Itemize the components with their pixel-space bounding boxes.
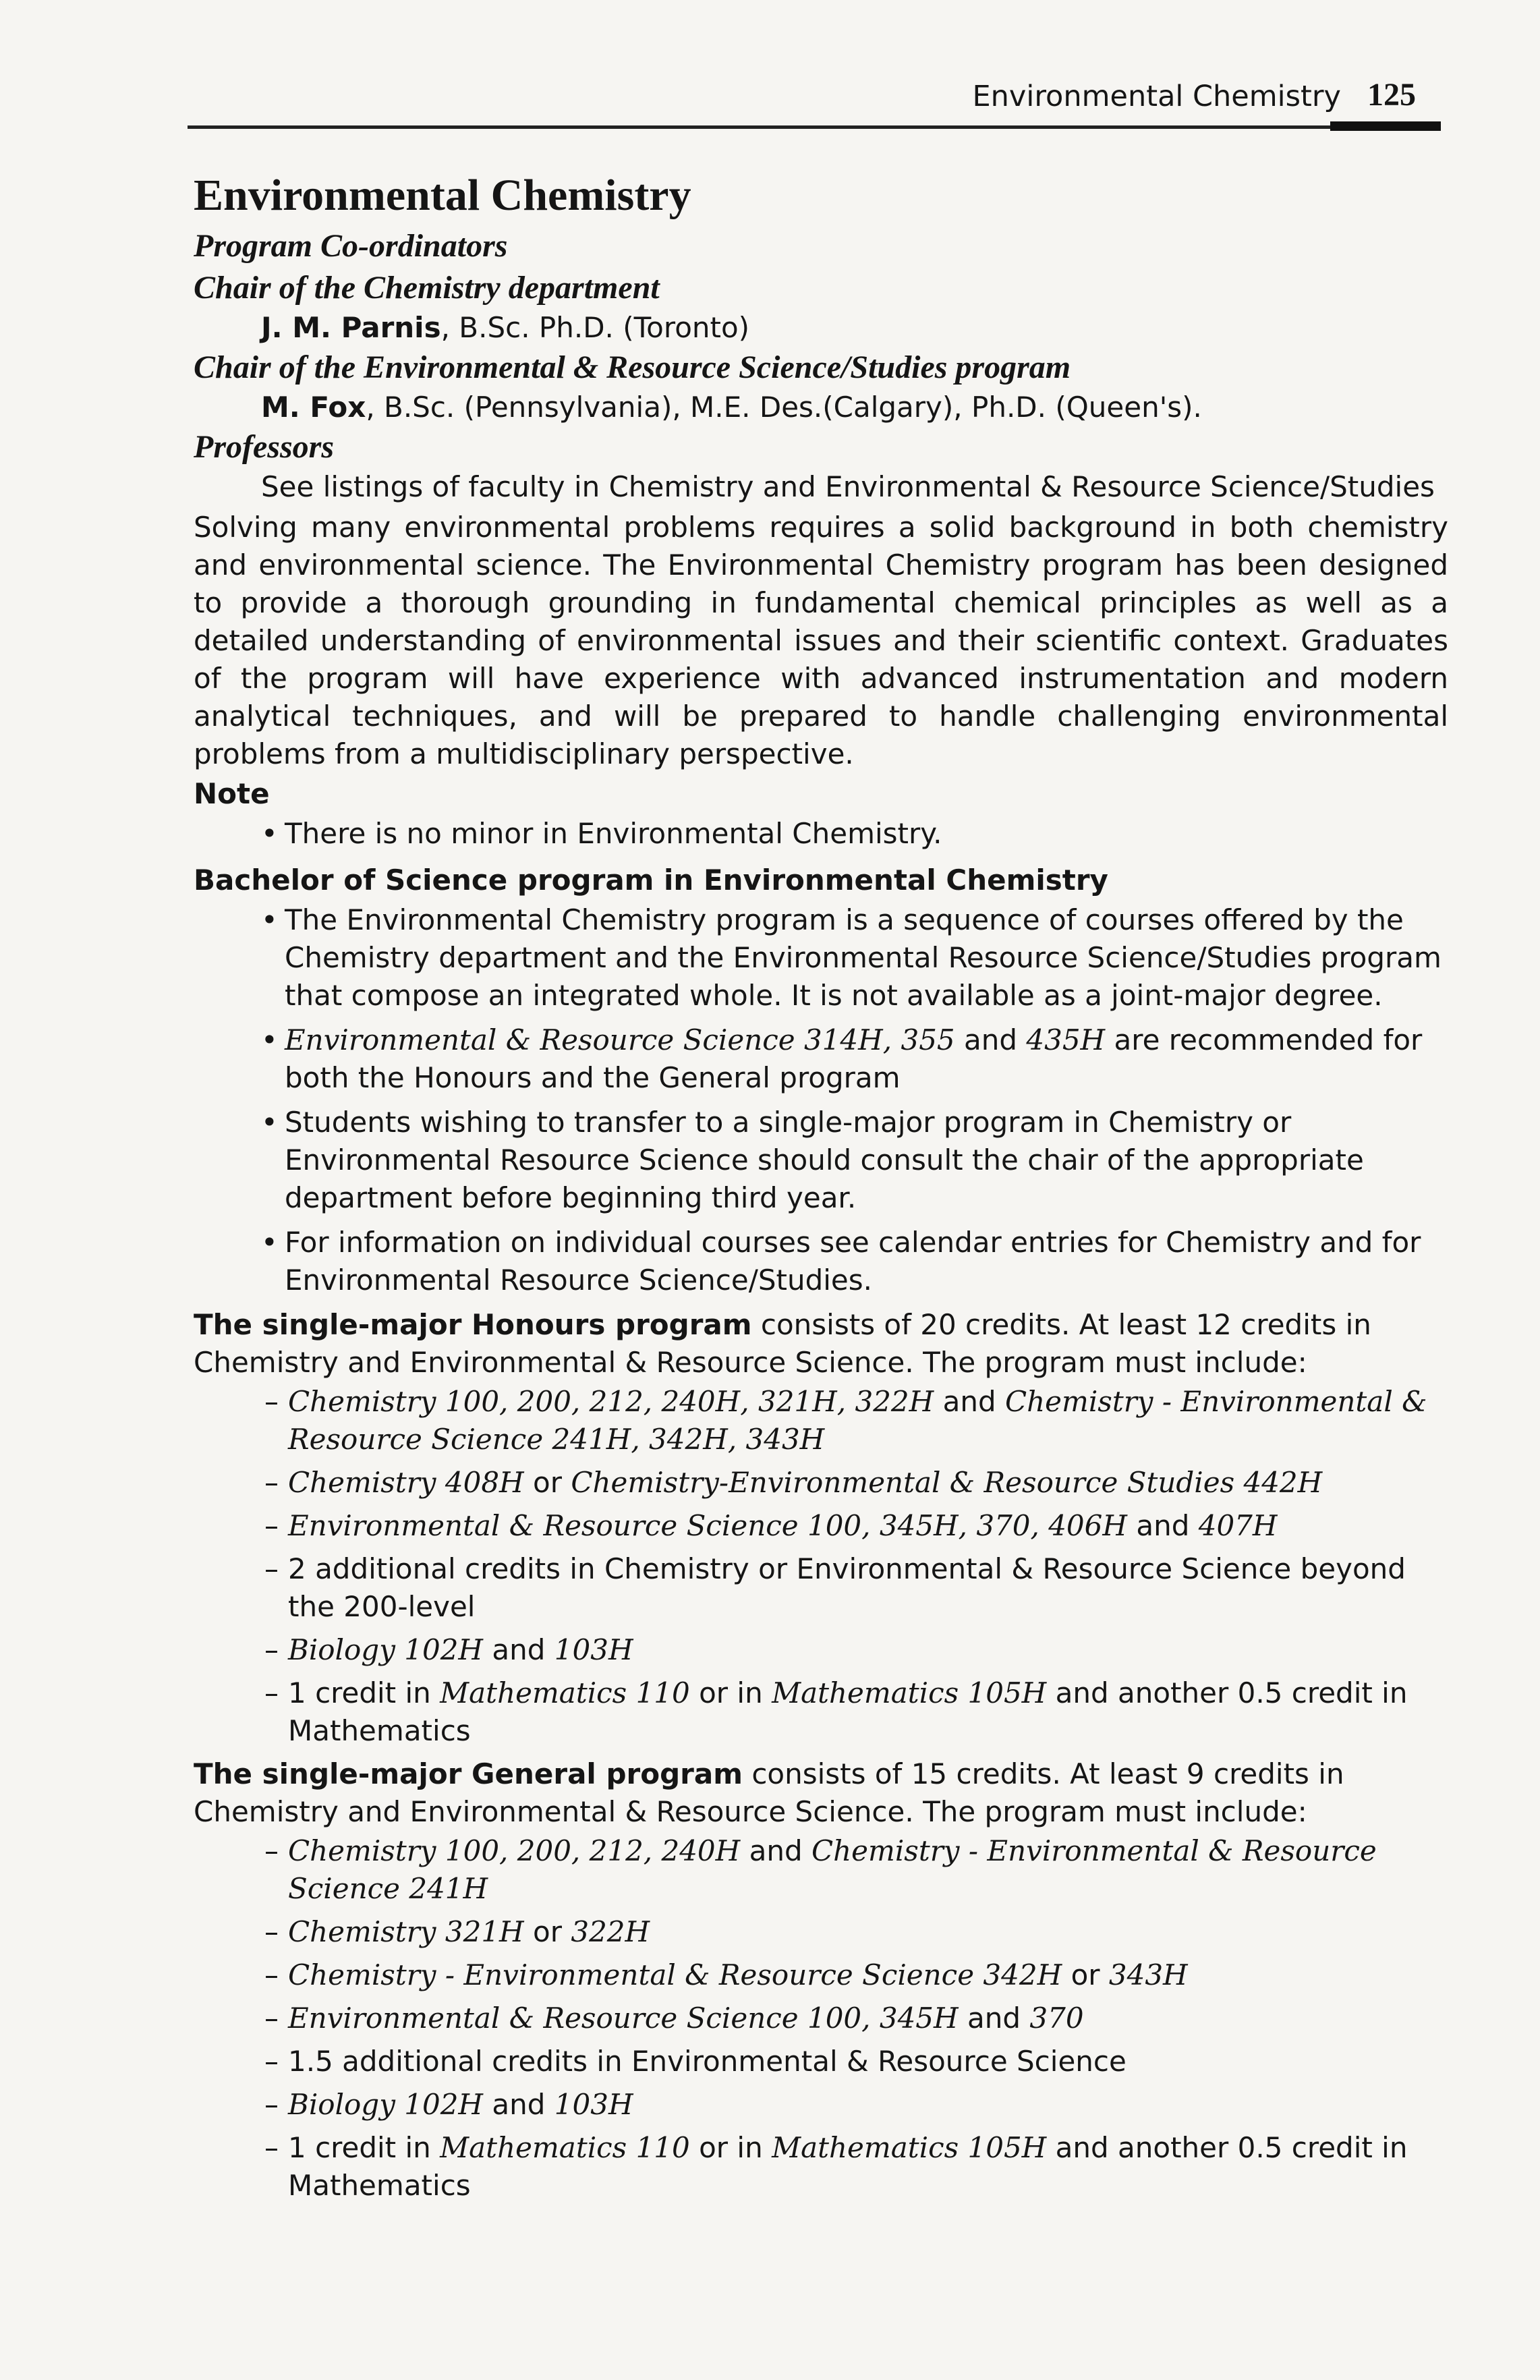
chair-chemistry-name: J. M. Parnis <box>261 311 441 344</box>
requirement-item <box>194 2129 1448 2205</box>
connector-text: and <box>1127 1509 1199 1542</box>
bullet-glyph: • <box>261 1106 278 1139</box>
course-ref: 103H <box>554 2088 633 2121</box>
course-ref: Environmental & Resource Science 100, 345H, 370, 406H <box>288 1509 1128 1542</box>
course-ref: Chemistry-Environmental & Resource Studies 442H <box>571 1466 1323 1499</box>
dash-glyph: – <box>264 1385 279 1418</box>
requirement-text: 2 additional credits in Chemistry or Environmental & Resource Science beyond the 200-level <box>288 1552 1406 1623</box>
page-title: Environmental Chemistry <box>194 171 691 220</box>
bullet-glyph: • <box>261 1023 278 1056</box>
dash-glyph: – <box>264 1834 279 1867</box>
requirement-item <box>194 2043 1448 2080</box>
course-ref: Chemistry 321H <box>288 1915 524 1948</box>
requirement-item <box>194 1507 1448 1545</box>
bullet-glyph: • <box>261 817 278 850</box>
page-header <box>0 73 1540 120</box>
dash-glyph: – <box>264 1509 279 1542</box>
dash-glyph: – <box>264 1958 279 1991</box>
course-ref: Mathematics 110 <box>440 2131 690 2164</box>
requirement-item <box>194 1956 1448 1994</box>
bsc-item <box>194 1224 1448 1299</box>
header-rule <box>188 125 1441 129</box>
bsc-item-text: Students wishing to transfer to a single-major program in Chemistry or Environmental Resource Science should consult the chair of the appropriate department before beginning third year. <box>285 1106 1364 1214</box>
bsc-item <box>194 901 1448 1015</box>
course-ref: Chemistry 100, 200, 212, 240H <box>288 1834 741 1867</box>
connector-text: or <box>523 1466 571 1499</box>
dash-glyph: – <box>264 2002 279 2035</box>
professors-text: See listings of faculty in Chemistry and Environmental & Resource Science/Studies <box>261 470 1435 503</box>
connector-text: or <box>523 1915 571 1948</box>
requirement-item <box>194 2000 1448 2037</box>
bsc-list <box>194 901 1448 1299</box>
honours-intro <box>194 1306 1448 1382</box>
bsc-item-text: The Environmental Chemistry program is a sequence of courses offered by the Chemistry department and the Environmental Resource Science/Studies program that compose an integrated whole. It is not available as a joint-major degree. <box>285 903 1442 1012</box>
note-heading: Note <box>194 777 270 810</box>
connector-text: or in <box>689 1676 772 1709</box>
bsc-heading: Bachelor of Science program in Environmental Chemistry <box>194 863 1108 897</box>
connector-text: and <box>958 2002 1030 2035</box>
course-ref: 103H <box>554 1633 633 1666</box>
course-ref: 322H <box>571 1915 650 1948</box>
connector-text: and <box>954 1023 1027 1056</box>
course-ref: Chemistry - Environmental & Resource Science 342H <box>288 1958 1062 1991</box>
professors-heading: Professors <box>194 429 335 465</box>
requirement-item <box>194 1832 1448 1908</box>
chair-environmental-line <box>194 389 1448 426</box>
coordinators-heading: Program Co-ordinators <box>194 228 508 264</box>
bsc-item <box>194 1104 1448 1217</box>
requirement-item <box>194 1631 1448 1669</box>
chair-chemistry-heading: Chair of the Chemistry department <box>194 270 660 306</box>
bsc-item-text: For information on individual courses see calendar entries for Chemistry and for Environmental Resource Science/Studies. <box>285 1226 1421 1297</box>
honours-requirements <box>194 1383 1448 1750</box>
course-ref: Biology 102H <box>288 2088 484 2121</box>
requirement-item <box>194 1383 1448 1458</box>
course-ref: Environmental & Resource Science 100, 345H <box>288 2002 959 2035</box>
intro-paragraph: Solving many environmental problems requires a solid background in both chemistry and environmental science. The Environmental Chemistry program has been designed to provide a thorough grounding in fundamental chemical principles as well as a detailed understanding of environmental issues and their scientific context. Graduates of the program will have experience with advanced instrumentation and modern analytical techniques, and will be prepared to handle challenging environmental problems from a multidisciplinary perspective. <box>194 511 1448 770</box>
dash-glyph: – <box>264 1676 279 1709</box>
course-ref: Environmental & Resource Science 314H, 355 <box>285 1023 955 1056</box>
bsc-item <box>194 1021 1448 1097</box>
requirement-text: and another 0.5 credit in Mathematics <box>288 2131 1408 2202</box>
chair-environmental-heading: Chair of the Environmental & Resource Science/Studies program <box>194 349 1071 385</box>
dash-glyph: – <box>264 1552 279 1585</box>
general-requirements <box>194 1832 1448 2205</box>
chair-chemistry-degrees: , B.Sc. Ph.D. (Toronto) <box>440 311 750 344</box>
course-ref: Chemistry - Environmental & Resource Science 241H, 342H, 343H <box>288 1385 1427 1456</box>
general-lead: The single-major General program <box>194 1757 743 1790</box>
requirement-item <box>194 1550 1448 1626</box>
dash-glyph: – <box>264 1466 279 1499</box>
requirement-text: 1 credit in <box>288 1676 440 1709</box>
honours-lead: The single-major Honours program <box>194 1308 752 1341</box>
course-ref: 343H <box>1108 1958 1188 1991</box>
connector-text: and <box>934 1385 1005 1418</box>
general-intro <box>194 1755 1448 1831</box>
bullet-glyph: • <box>261 903 278 936</box>
note-text: There is no minor in Environmental Chemistry. <box>285 817 942 850</box>
requirement-item <box>194 2086 1448 2124</box>
connector-text: or <box>1062 1958 1109 1991</box>
course-ref: 435H <box>1026 1023 1106 1056</box>
dash-glyph: – <box>264 2088 279 2121</box>
requirement-text: 1 credit in <box>288 2131 440 2164</box>
running-title: Environmental Chemistry <box>972 80 1341 113</box>
dash-glyph: – <box>264 1915 279 1948</box>
course-ref: 370 <box>1029 2002 1084 2035</box>
course-ref: Chemistry 408H <box>288 1466 524 1499</box>
page-number: 125 <box>1367 77 1416 113</box>
course-ref: Biology 102H <box>288 1633 484 1666</box>
requirement-item <box>194 1913 1448 1951</box>
chair-environmental-name: M. Fox <box>261 391 366 424</box>
course-ref: 407H <box>1198 1509 1278 1542</box>
chair-environmental-degrees: , B.Sc. (Pennsylvania), M.E. Des.(Calgary), Ph.D. (Queen's). <box>366 391 1202 424</box>
general-rest: consists of 15 credits. At least 9 credits in Chemistry and Environmental & Resource Science. The program must include: <box>194 1757 1344 1828</box>
connector-text: and <box>483 1633 554 1666</box>
honours-rest: consists of 20 credits. At least 12 credits in Chemistry and Environmental & Resource Science. The program must include: <box>194 1308 1371 1379</box>
dash-glyph: – <box>264 1633 279 1666</box>
note-list <box>194 815 1448 853</box>
requirement-text: and another 0.5 credit in Mathematics <box>288 1676 1408 1747</box>
requirement-item <box>194 1464 1448 1502</box>
requirement-item <box>194 1674 1448 1750</box>
course-ref: Chemistry - Environmental & Resource Science 241H <box>288 1834 1377 1905</box>
chair-chemistry-line <box>194 309 1448 347</box>
note-item <box>194 815 1448 853</box>
course-ref: Mathematics 105H <box>772 2131 1047 2164</box>
connector-text: or in <box>689 2131 772 2164</box>
connector-text: and <box>483 2088 554 2121</box>
bsc-item-text: are recommended for both the Honours and the General program <box>285 1023 1423 1094</box>
requirement-text: 1.5 additional credits in Environmental & Resource Science <box>288 2045 1127 2078</box>
bullet-glyph: • <box>261 1226 278 1259</box>
dash-glyph: – <box>264 2131 279 2164</box>
dash-glyph: – <box>264 2045 279 2078</box>
course-ref: Chemistry 100, 200, 212, 240H, 321H, 322H <box>288 1385 934 1418</box>
course-ref: Mathematics 105H <box>772 1676 1047 1709</box>
connector-text: and <box>740 1834 811 1867</box>
header-rule-tab <box>1330 121 1441 131</box>
page-body <box>194 169 1448 2210</box>
course-ref: Mathematics 110 <box>440 1676 690 1709</box>
